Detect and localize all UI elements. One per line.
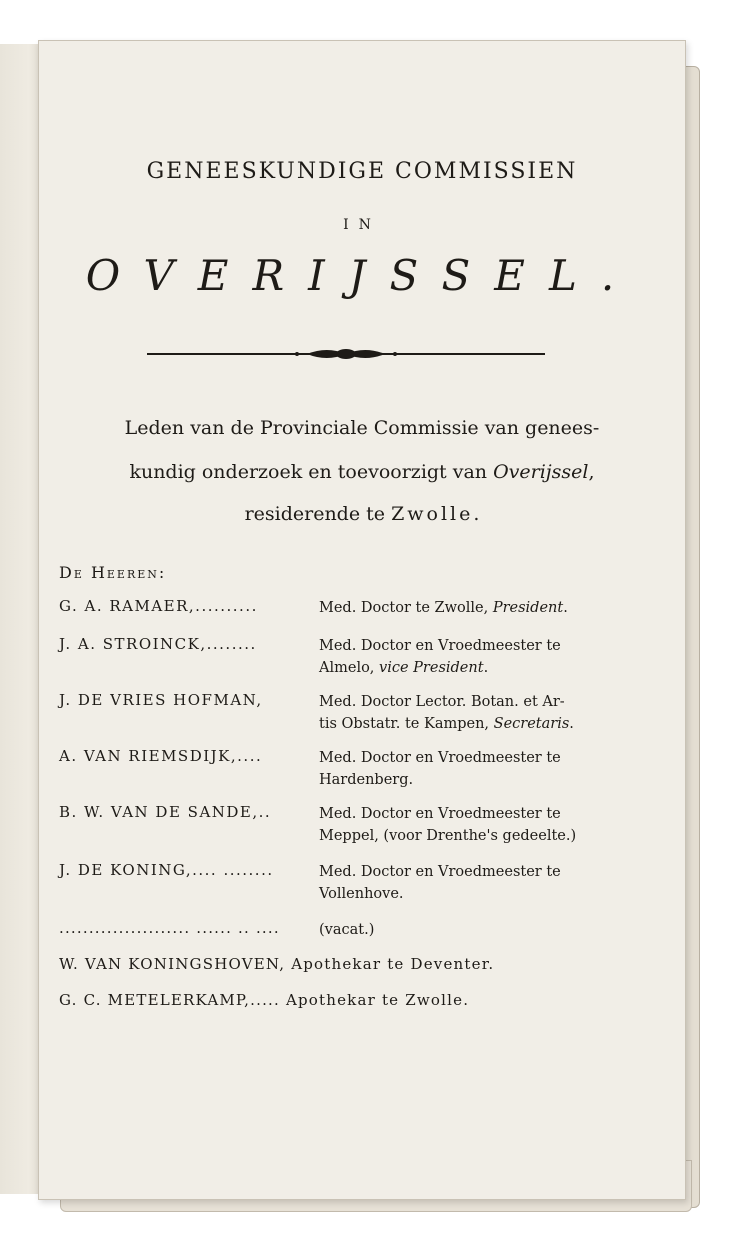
member-desc: [319, 747, 639, 791]
intro-line-3-end: .: [473, 503, 480, 525]
vacat-dots: ...................... ...... .. ....: [59, 919, 280, 937]
desc-text-2: Almelo,: [319, 660, 380, 676]
desc-text-2: tis Obstatr. te Kampen,: [319, 716, 494, 732]
intro-line-2-text: kundig onderzoek en toevoorzigt van: [129, 461, 494, 483]
desc-text: Med. Doctor Lector. Botan. et Ar-: [319, 694, 565, 710]
member-desc: [319, 803, 639, 847]
desc-text-2: Vollenhove.: [319, 886, 404, 902]
member-name: G. A. RAMAER,..........: [59, 597, 258, 615]
member-name: A. VAN RIEMSDIJK,....: [59, 747, 263, 765]
heeren-label: De Heeren:: [59, 563, 167, 582]
member-name: B. W. VAN DE SANDE,..: [59, 803, 272, 821]
province-heading: OVERIJSSEL.: [85, 251, 639, 300]
desc-text: Med. Doctor te Zwolle,: [319, 600, 493, 616]
intro-province-name: Overijssel: [493, 461, 589, 483]
title-in: IN: [343, 217, 381, 233]
desc-role: Secretaris: [493, 716, 570, 732]
member-name: J. DE KONING,.... ........: [59, 861, 274, 879]
desc-text: Med. Doctor en Vroedmeester te: [319, 638, 561, 654]
desc-text: Med. Doctor en Vroedmeester te: [319, 864, 561, 880]
intro-line-2: [69, 463, 655, 482]
koningshoven-line: W. VAN KONINGSHOVEN, Apothekar te Deventer.: [59, 955, 495, 973]
desc-text-2: Hardenberg.: [319, 772, 414, 788]
intro-line-3: [69, 505, 655, 524]
page-title: GENEESKUNDIGE COMMISSIEN: [146, 159, 578, 184]
desc-end: .: [569, 716, 574, 732]
desc-end: .: [483, 660, 489, 676]
intro-line-1: [69, 419, 655, 438]
desc-text: Med. Doctor en Vroedmeester te: [319, 750, 561, 766]
member-desc: [319, 861, 639, 905]
printed-page: [38, 40, 686, 1200]
desc-role: vice President: [379, 660, 484, 676]
intro-line-3-text: residerende te: [244, 503, 392, 525]
vacat-label: (vacat.): [319, 922, 375, 938]
desc-role: President: [492, 600, 564, 616]
desc-text: Med. Doctor en Vroedmeester te: [319, 806, 561, 822]
desc-end: .: [563, 600, 568, 616]
ornament-rule: [147, 345, 545, 363]
intro-line-1-text: Leden van de Provinciale Commissie van genees-: [124, 417, 600, 439]
member-desc: [319, 597, 639, 619]
member-desc: [319, 691, 639, 735]
member-desc: [319, 635, 639, 679]
desc-text-2: Meppel, (voor Drenthe's gedeelte.): [319, 828, 577, 844]
intro-line-2-end: ,: [588, 461, 595, 483]
intro-city-name: Zwolle: [391, 503, 474, 525]
metelerkamp-line: G. C. METELERKAMP,..... Apothekar te Zwolle.: [59, 991, 470, 1009]
member-name: J. A. STROINCK,........: [59, 635, 257, 653]
member-name: J. DE VRIES HOFMAN,: [59, 691, 263, 709]
